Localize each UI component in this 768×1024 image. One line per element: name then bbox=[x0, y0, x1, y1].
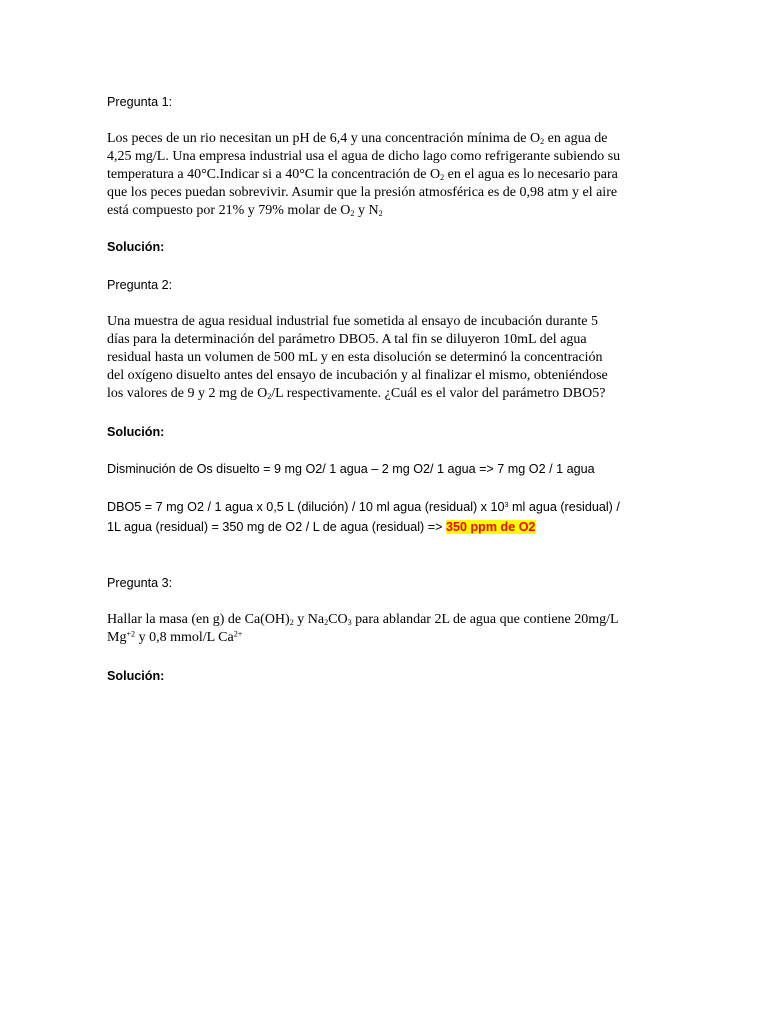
text-run: y Na bbox=[293, 612, 325, 627]
question-2-line: residual hasta un volumen de 500 mL y en esta disolución se determinó la concentración bbox=[107, 350, 603, 365]
question-3-solution-label: Solución: bbox=[107, 669, 165, 683]
question-2-line: del oxígeno disuelto antes del ensayo de incubación y al finalizar el mismo, obteniéndose bbox=[107, 368, 608, 383]
formula-supscript: +2 bbox=[126, 629, 136, 639]
formula-subscript: 2 bbox=[324, 618, 329, 628]
question-2-text bbox=[107, 313, 608, 403]
text-run: CO bbox=[328, 612, 348, 627]
question-1-line: temperatura a 40°C.Indicar si a 40°C la concentración de $O_2$ en el agua es lo necesario para bbox=[107, 167, 618, 183]
solution-step-2: DBO5 = 7 mg O2 / 1 agua x 0,5 L (dilución) / 10 ml agua (residual) x $10^3$ ml agua (residual) / 1L agua (residual) = 350 mg de O2 / L de agua (residual) => 350 ppm de O2 bbox=[107, 499, 620, 534]
question-1-line: que los peces puedan sobrevivir. Asumir que la presión atmosférica es de 0,98 atm y el aire bbox=[107, 185, 618, 200]
question-1-heading: Pregunta 1: bbox=[107, 95, 173, 109]
question-3-heading: Pregunta 3: bbox=[107, 576, 173, 590]
final-answer-highlight: 350 ppm de O2 bbox=[445, 520, 536, 534]
question-2-solution-label: Solución: bbox=[107, 425, 165, 439]
question-2-line: días para la determinación del parámetro DBO5. A tal fin se diluyeron 10mL del agua bbox=[107, 332, 587, 347]
formula-subscript: 2 bbox=[289, 618, 294, 628]
question-2-heading: Pregunta 2: bbox=[107, 278, 173, 292]
question-3-text bbox=[107, 611, 619, 647]
formula-subscript: 3 bbox=[347, 618, 352, 628]
question-2-line: Una muestra de agua residual industrial fue sometida al ensayo de incubación durante 5 bbox=[107, 314, 598, 329]
solution-step-1: Disminución de Os disuelto = 9 mg O2/ 1 agua – 2 mg O2/ 1 agua => 7 mg O2 / 1 agua bbox=[107, 462, 595, 476]
question-1-line: 4,25 mg/L. Una empresa industrial usa el agua de dicho lago como refrigerante subiendo su bbox=[107, 149, 621, 164]
formula-supscript: 2+ bbox=[233, 629, 243, 639]
question-2-line: los valores de 9 y 2 mg de $O_2/L$ respectivamente. ¿Cuál es el valor del parámetro DBO5? bbox=[107, 386, 606, 402]
text-run: Hallar la masa (en g) de Ca(OH) bbox=[107, 612, 290, 627]
text-run: y 0,8 mmol/L Ca bbox=[135, 630, 234, 645]
question-3-line bbox=[107, 629, 619, 647]
question-1-line: está compuesto por 21% y 79% molar de $O_2$ y $N_2$ bbox=[107, 203, 383, 219]
text-run: Mg bbox=[107, 630, 127, 645]
question-1-text bbox=[107, 130, 620, 220]
question-3-line bbox=[107, 611, 619, 629]
text-run: para ablandar 2L de agua que contiene 20mg/L bbox=[351, 612, 619, 627]
question-1-line: Los peces de un rio necesitan un pH de 6,4 y una concentración mínima de $O_2$ en agua de bbox=[107, 131, 608, 147]
question-1-solution-label: Solución: bbox=[107, 240, 165, 254]
